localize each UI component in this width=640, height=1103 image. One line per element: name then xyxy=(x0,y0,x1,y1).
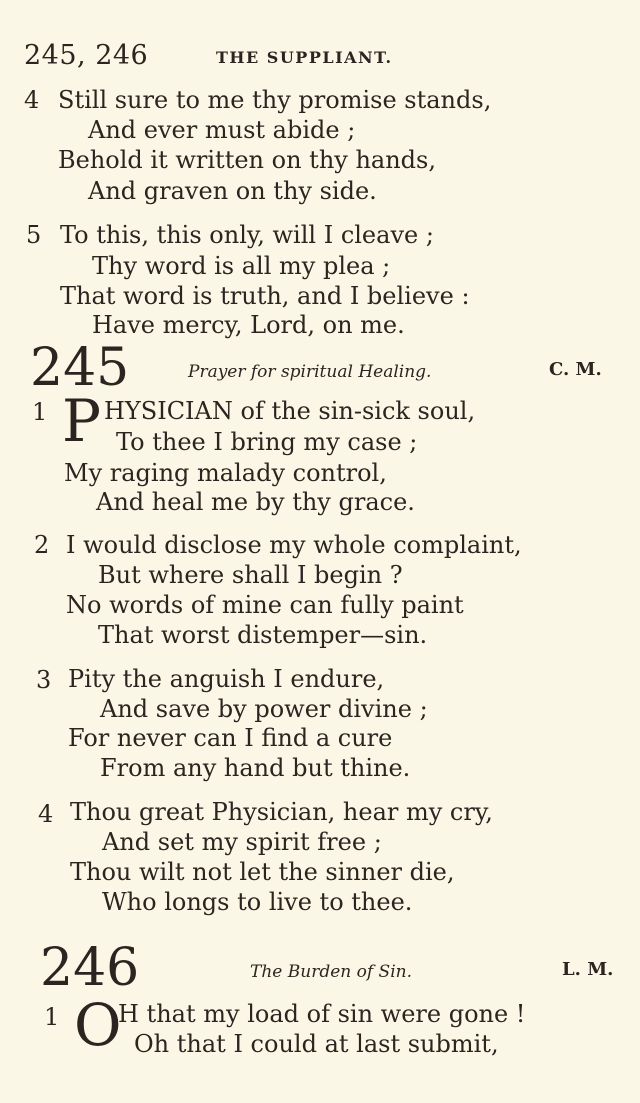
verse-line: No words of mine can fully paint xyxy=(66,591,464,619)
verse-line: Pity the anguish I endure, xyxy=(68,665,385,693)
verse-number: 4 xyxy=(38,800,54,828)
verse-line: From any hand but thine. xyxy=(100,754,411,782)
hymn-meter: L. M. xyxy=(562,959,614,980)
verse-line: I would disclose my whole complaint, xyxy=(66,531,522,559)
verse-line: Thou great Physician, hear my cry, xyxy=(70,798,493,826)
verse-number: 2 xyxy=(34,531,50,559)
hymn-number: 246 xyxy=(40,938,140,998)
verse-line: Oh that I could at last submit, xyxy=(134,1030,499,1058)
verse-number: 4 xyxy=(24,86,40,114)
verse-line: H that my load of sin were gone ! xyxy=(118,1000,526,1028)
verse-line: That word is truth, and I believe : xyxy=(60,282,470,310)
verse-line: And save by power divine ; xyxy=(100,695,428,723)
verse-line: My raging malady control, xyxy=(64,459,387,487)
verse-line: And ever must abide ; xyxy=(88,116,356,144)
verse-line: HYSICIAN of the sin-sick soul, xyxy=(104,397,476,425)
verse-line: And set my spirit free ; xyxy=(102,828,382,856)
verse-line: Still sure to me thy promise stands, xyxy=(58,86,492,114)
verse-line: For never can I find a cure xyxy=(68,724,393,752)
running-header-title: THE SUPPLIANT. xyxy=(216,48,393,67)
verse-line: Who longs to live to thee. xyxy=(102,888,413,916)
verse-line: To thee I bring my case ; xyxy=(116,428,418,456)
hymn-number: 245 xyxy=(30,338,130,398)
drop-cap: O xyxy=(74,991,122,1059)
verse-number: 1 xyxy=(44,1003,60,1031)
verse-line: And graven on thy side. xyxy=(88,177,377,205)
hymn-meter: C. M. xyxy=(549,359,602,380)
hymn-title: Prayer for spiritual Healing. xyxy=(188,362,432,382)
verse-line: And heal me by thy grace. xyxy=(96,488,415,516)
hymn-title: The Burden of Sin. xyxy=(250,962,412,982)
verse-line: Thy word is all my plea ; xyxy=(92,252,391,280)
verse-number: 5 xyxy=(26,221,42,249)
verse-line: But where shall I begin ? xyxy=(98,561,403,589)
verse-line: Have mercy, Lord, on me. xyxy=(92,311,405,339)
verse-number: 3 xyxy=(36,666,52,694)
verse-line: To this, this only, will I cleave ; xyxy=(60,221,434,249)
drop-cap: P xyxy=(62,387,102,455)
verse-number: 1 xyxy=(32,398,48,426)
verse-line: Thou wilt not let the sinner die, xyxy=(70,858,455,886)
verse-line: That worst distemper—sin. xyxy=(98,621,428,649)
running-header-page-numbers: 245, 246 xyxy=(24,40,149,71)
verse-line: Behold it written on thy hands, xyxy=(58,146,436,174)
